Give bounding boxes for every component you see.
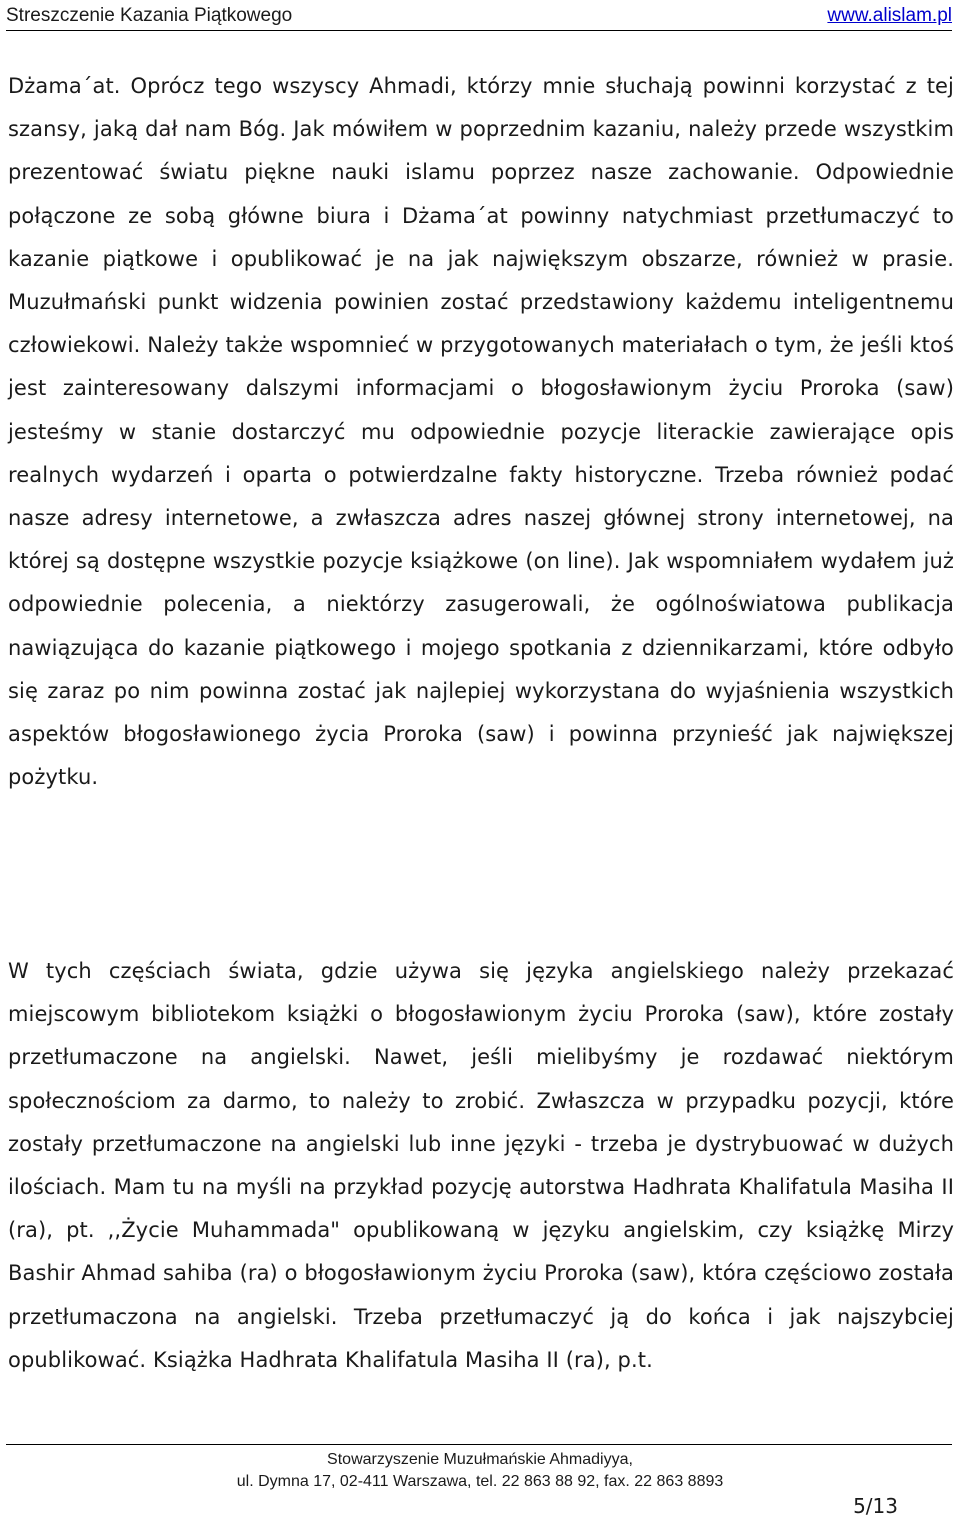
page-header: [6, 4, 952, 31]
document-title: Streszczenie Kazania Piątkowego: [6, 5, 293, 26]
footer-organization: Stowarzyszenie Muzułmańskie Ahmadiyya,: [327, 1451, 633, 1468]
footer-divider: [6, 1444, 952, 1445]
page-number: 5/13: [853, 1494, 898, 1518]
website-link[interactable]: www.alislam.pl: [827, 5, 952, 26]
body-paragraph-2: W tych częściach świata, gdzie używa się języka angielskiego należy przekazać miejscowym bibliotekom książki o błogosławionym życiu Proroka (saw), które zostały przetłumaczone na angielski. Nawet, jeśli mielibyśmy je rozdawać niektórym społecznościom za darmo, to należy to zrobić. Zwłaszcza w przypadku pozycji, które zostały przetłumaczone na angielski lub inne języki - trzeba je dystrybuować w dużych ilościach. Mam tu na myśli na przykład pozycję autorstwa Hadhrata Khalifatula Masiha II (ra), pt. ,,Życie Muhammada" opublikowaną w języku angielskim, czy książkę Mirzy Bashir Ahmad sahiba (ra) o błogosławionym życiu Proroka (saw), która częściowo została przetłumaczona na angielski. Trzeba przetłumaczyć ją do końca i jak najszybciej opublikować. Książka Hadhrata Khalifatula Masiha II (ra), p.t.: [8, 959, 954, 1372]
body-paragraph-1: Dżama´at. Oprócz tego wszyscy Ahmadi, którzy mnie słuchają powinni korzystać z tej szansy, jaką dał nam Bóg. Jak mówiłem w poprzednim kazaniu, należy przede wszystkim prezentować światu piękne nauki islamu poprzez nasze zachowanie. Odpowiednie połączone ze sobą główne biura i Dżama´at powinny natychmiast przetłumaczyć to kazanie piątkowe i opublikować je na jak największym obszarze, również w prasie. Muzułmański punkt widzenia powinien zostać przedstawiony każdemu inteligentnemu człowiekowi. Należy także wspomnieć w przygotowanych materiałach o tym, że jeśli ktoś jest zainteresowany dalszymi informacjami o błogosławionym życiu Proroka (saw) jesteśmy w stanie dostarczyć mu odpowiednie pozycje literackie zawierające opis realnych wydarzeń i oparta o potwierdzalne fakty historyczne. Trzeba również podać nasze adresy internetowe, a zwłaszcza adres naszej głównej strony internetowej, na której są dostępne wszystkie pozycje książkowe (on line). Jak wspomniałem wydałem już odpowiednie polecenia, a niektórzy zasugerowali, że ogólnoświatowa publikacja nawiązująca do kazanie piątkowego i mojego spotkania z dziennikarzami, które odbyło się zaraz po nim powinna zostać jak najlepiej wykorzystana do wyjaśnienia wszystkich aspektów błogosławionego życia Proroka (saw) i powinna przynieść jak największej pożytku.: [8, 74, 954, 790]
footer-address: ul. Dymna 17, 02-411 Warszawa, tel. 22 863 88 92, fax. 22 863 8893: [236, 1473, 724, 1490]
